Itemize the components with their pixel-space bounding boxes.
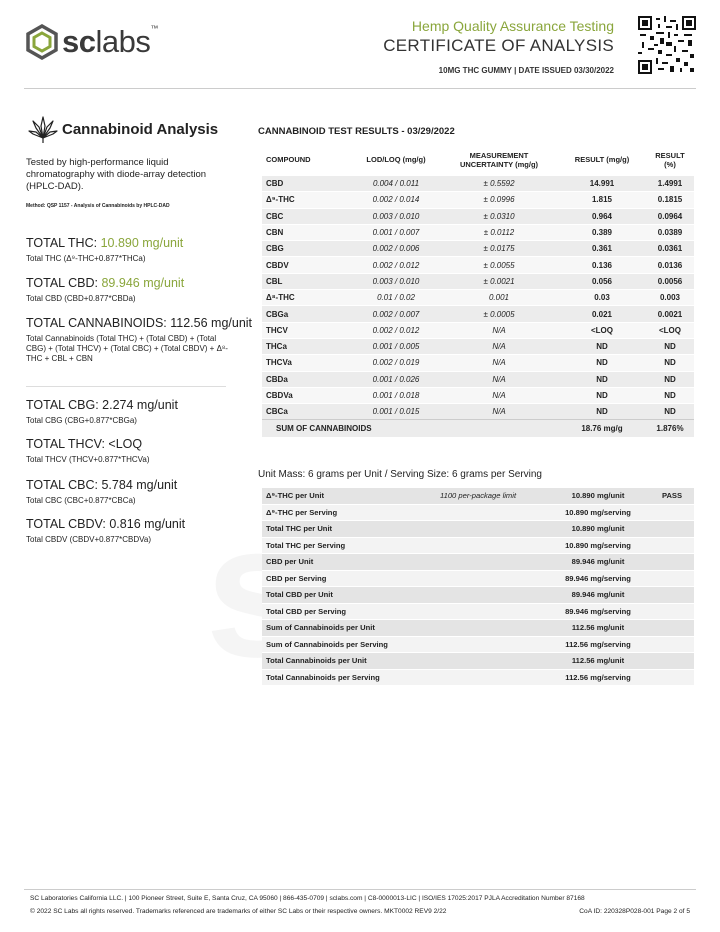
- cell-result-pct: 0.003: [646, 290, 694, 306]
- table-row: [262, 224, 694, 240]
- cell-compound: THCV: [262, 322, 352, 338]
- col-lod-loq: LOD/LOQ (mg/g): [366, 155, 426, 164]
- cell-value: 112.56 mg/unit: [546, 653, 650, 670]
- total-cbg-formula: Total CBG (CBG+0.877*CBGa): [26, 416, 137, 425]
- cell-uncertainty: ± 0.5592: [440, 176, 558, 192]
- cell-lod-loq: 0.002 / 0.012: [352, 322, 440, 338]
- footer-copyright: © 2022 SC Labs all rights reserved. Trademarks referenced are trademarks of either SC Labs or their respective owners. MKT0002 REV9 2/22: [30, 908, 447, 915]
- col-uncertainty: MEASUREMENT UNCERTAINTY (mg/g): [459, 150, 539, 169]
- per-unit-row: [262, 554, 694, 571]
- footer-divider: [24, 889, 696, 890]
- cell-result-mg: ND: [558, 355, 646, 371]
- cell-limit: [410, 570, 546, 587]
- cell-compound: CBDa: [262, 371, 352, 387]
- total-thcv-formula: Total THCV (THCV+0.877*THCVa): [26, 455, 150, 464]
- per-unit-row: [262, 537, 694, 554]
- cell-result-mg: 0.361: [558, 241, 646, 257]
- header-product-line: 10MG THC GUMMY | DATE ISSUED 03/30/2022: [438, 66, 614, 75]
- cell-result-mg: <LOQ: [558, 322, 646, 338]
- cell-uncertainty: N/A: [440, 371, 558, 387]
- per-unit-row: [262, 620, 694, 637]
- cell-result-mg: 14.991: [558, 176, 646, 192]
- cell-result-pct: 0.0389: [646, 224, 694, 240]
- cell-compound: CBDV: [262, 257, 352, 273]
- cell-compound: CBDVa: [262, 387, 352, 403]
- cell-result: PASS: [650, 488, 694, 505]
- table-row: [262, 208, 694, 224]
- cannabinoid-results-table: [262, 144, 694, 437]
- cell-value: 10.890 mg/serving: [546, 537, 650, 554]
- cell-limit: [410, 669, 546, 685]
- cell-uncertainty: 0.001: [440, 290, 558, 306]
- cell-label: CBD per Unit: [262, 554, 410, 571]
- results-title: CANNABINOID TEST RESULTS - 03/29/2022: [258, 126, 455, 137]
- cell-result-pct: ND: [646, 338, 694, 354]
- unit-mass-note: Unit Mass: 6 grams per Unit / Serving Size: 6 grams per Serving: [258, 469, 542, 480]
- total-cbg: TOTAL CBG: 2.274 mg/unit: [26, 398, 178, 412]
- cell-label: Total THC per Unit: [262, 521, 410, 538]
- cell-result-pct: 0.1815: [646, 192, 694, 208]
- cell-result-mg: 0.056: [558, 273, 646, 289]
- cell-result-mg: 0.964: [558, 208, 646, 224]
- cell-uncertainty: N/A: [440, 355, 558, 371]
- cell-value: 112.56 mg/serving: [546, 669, 650, 685]
- header-titles: [383, 18, 614, 75]
- cell-result: [650, 554, 694, 571]
- header-subtitle: Hemp Quality Assurance Testing: [411, 18, 614, 34]
- table-row: [262, 355, 694, 371]
- table-row: [262, 241, 694, 257]
- cell-label: Δ⁹-THC per Serving: [262, 504, 410, 521]
- header-title: CERTIFICATE OF ANALYSIS: [383, 36, 614, 55]
- cell-result-pct: 0.0056: [646, 273, 694, 289]
- table-row: [262, 192, 694, 208]
- total-cbd: TOTAL CBD: 89.946 mg/unit: [26, 276, 185, 290]
- cell-lod-loq: 0.001 / 0.018: [352, 387, 440, 403]
- footer-coa-id: CoA ID: 220328P028-001 Page 2 of 5: [579, 908, 690, 915]
- cell-compound: CBL: [262, 273, 352, 289]
- cell-label: Total CBD per Unit: [262, 587, 410, 604]
- cell-uncertainty: N/A: [440, 338, 558, 354]
- cell-value: 89.946 mg/serving: [546, 570, 650, 587]
- cell-result: [650, 521, 694, 538]
- cell-result-pct: 0.0136: [646, 257, 694, 273]
- cell-label: Total Cannabinoids per Serving: [262, 669, 410, 685]
- sum-pct: 1.876%: [646, 420, 694, 438]
- cell-result-mg: 0.021: [558, 306, 646, 322]
- method-reference: Method: QSP 1157 - Analysis of Cannabinoids by HPLC-DAD: [26, 203, 170, 209]
- cell-result: [650, 636, 694, 653]
- total-thc: TOTAL THC: 10.890 mg/unit: [26, 236, 184, 250]
- cell-uncertainty: ± 0.0021: [440, 273, 558, 289]
- cell-result: [650, 570, 694, 587]
- per-unit-row: [262, 521, 694, 538]
- cell-lod-loq: 0.001 / 0.007: [352, 224, 440, 240]
- col-result-pct: RESULT (%): [655, 150, 685, 169]
- cell-result-pct: ND: [646, 404, 694, 420]
- cell-lod-loq: 0.003 / 0.010: [352, 273, 440, 289]
- cell-result-mg: 0.136: [558, 257, 646, 273]
- cell-lod-loq: 0.002 / 0.019: [352, 355, 440, 371]
- per-unit-row: [262, 504, 694, 521]
- brand-light: labs: [95, 24, 151, 59]
- brand-logo-text: [62, 24, 158, 60]
- cell-result-mg: ND: [558, 404, 646, 420]
- footer-address: SC Laboratories California LLC. | 100 Pioneer Street, Suite E, Santa Cruz, CA 95060 | 866-435-0709 | sclabs.com | C8-0000013-LIC | ISO/IES 17025:2017 PJLA Accreditation Number 87168: [30, 895, 585, 902]
- cell-value: 112.56 mg/serving: [546, 636, 650, 653]
- per-unit-row: [262, 653, 694, 670]
- cell-label: Sum of Cannabinoids per Serving: [262, 636, 410, 653]
- cell-lod-loq: 0.002 / 0.012: [352, 257, 440, 273]
- total-cannabinoids: TOTAL CANNABINOIDS: 112.56 mg/unit: [26, 316, 253, 330]
- brand-tm: ™: [150, 24, 158, 33]
- cell-compound: CBD: [262, 176, 352, 192]
- cell-compound: CBG: [262, 241, 352, 257]
- cell-compound: CBGa: [262, 306, 352, 322]
- cell-result-mg: 0.389: [558, 224, 646, 240]
- cell-lod-loq: 0.01 / 0.02: [352, 290, 440, 306]
- cell-result-pct: ND: [646, 355, 694, 371]
- cell-lod-loq: 0.004 / 0.011: [352, 176, 440, 192]
- results-body: [262, 176, 694, 438]
- cell-result-mg: ND: [558, 387, 646, 403]
- per-unit-row: [262, 570, 694, 587]
- cell-label: Total Cannabinoids per Unit: [262, 653, 410, 670]
- cell-lod-loq: 0.001 / 0.005: [352, 338, 440, 354]
- cell-lod-loq: 0.002 / 0.007: [352, 306, 440, 322]
- cell-compound: THCVa: [262, 355, 352, 371]
- cell-result-pct: 0.0361: [646, 241, 694, 257]
- cell-uncertainty: ± 0.0112: [440, 224, 558, 240]
- per-unit-row: [262, 603, 694, 620]
- cell-label: Total CBD per Serving: [262, 603, 410, 620]
- table-row: [262, 322, 694, 338]
- total-cbd-formula: Total CBD (CBD+0.877*CBDa): [26, 294, 136, 303]
- per-unit-row: [262, 488, 694, 505]
- cell-result-mg: 1.815: [558, 192, 646, 208]
- table-row: [262, 387, 694, 403]
- cell-label: Sum of Cannabinoids per Unit: [262, 620, 410, 637]
- cell-result-pct: ND: [646, 387, 694, 403]
- cell-uncertainty: ± 0.0055: [440, 257, 558, 273]
- total-cbdv-formula: Total CBDV (CBDV+0.877*CBDVa): [26, 535, 152, 544]
- total-cbc-value: 5.784 mg/unit: [101, 478, 178, 492]
- cell-result-pct: <LOQ: [646, 322, 694, 338]
- method-description: Tested by high-performance liquid chromatography with diode-array detection (HPLC-DAD).: [26, 157, 207, 192]
- total-cannabinoids-value: 112.56 mg/unit: [170, 316, 253, 330]
- total-cbc-formula: Total CBC (CBC+0.877*CBCa): [26, 496, 136, 505]
- cell-lod-loq: 0.003 / 0.010: [352, 208, 440, 224]
- table-row: [262, 273, 694, 289]
- cell-label: Δ⁹-THC per Unit: [262, 488, 410, 505]
- per-unit-row: [262, 587, 694, 604]
- cell-limit: [410, 537, 546, 554]
- cell-value: 89.946 mg/unit: [546, 587, 650, 604]
- table-row: [262, 306, 694, 322]
- header-divider: [24, 88, 696, 89]
- cell-compound: Δ⁹-THC: [262, 192, 352, 208]
- cell-result-pct: 0.0964: [646, 208, 694, 224]
- table-row: [262, 176, 694, 192]
- brand-bold: sc: [62, 24, 96, 59]
- cell-limit: [410, 603, 546, 620]
- cell-result-mg: 0.03: [558, 290, 646, 306]
- table-row: [262, 257, 694, 273]
- cell-label: CBD per Serving: [262, 570, 410, 587]
- cell-uncertainty: ± 0.0175: [440, 241, 558, 257]
- cell-limit: [410, 521, 546, 538]
- table-row: [262, 371, 694, 387]
- cell-lod-loq: 0.001 / 0.026: [352, 371, 440, 387]
- cell-limit: [410, 636, 546, 653]
- total-thcv-value: <LOQ: [108, 437, 143, 451]
- cell-result: [650, 504, 694, 521]
- sc-labs-logo-icon: [24, 24, 60, 60]
- cell-result-pct: ND: [646, 371, 694, 387]
- cell-label: Total THC per Serving: [262, 537, 410, 554]
- cell-compound: CBC: [262, 208, 352, 224]
- total-cbd-value: 89.946 mg/unit: [101, 276, 185, 290]
- cell-limit: [410, 653, 546, 670]
- cell-limit: [410, 554, 546, 571]
- cell-lod-loq: 0.001 / 0.015: [352, 404, 440, 420]
- per-unit-body: [262, 488, 694, 686]
- total-cbg-value: 2.274 mg/unit: [102, 398, 178, 412]
- cell-value: 10.890 mg/unit: [546, 521, 650, 538]
- qr-code-icon[interactable]: [638, 16, 696, 74]
- cell-uncertainty: ± 0.0310: [440, 208, 558, 224]
- cell-uncertainty: ± 0.0996: [440, 192, 558, 208]
- cell-uncertainty: N/A: [440, 322, 558, 338]
- per-unit-row: [262, 636, 694, 653]
- per-unit-row: [262, 669, 694, 685]
- cell-compound: CBN: [262, 224, 352, 240]
- col-result-mg: RESULT (mg/g): [574, 155, 630, 164]
- table-row: [262, 338, 694, 354]
- col-compound: COMPOUND: [266, 155, 311, 164]
- cell-result: [650, 587, 694, 604]
- cell-result: [650, 620, 694, 637]
- cannabis-leaf-icon: [28, 116, 58, 144]
- total-cannabinoids-formula: Total Cannabinoids (Total THC) + (Total CBD) + (Total CBG) + (Total THCV) + (Total CBC) + (Total CBDV) + Δ⁸-THC + CBL + CBN: [26, 334, 228, 363]
- table-row: [262, 290, 694, 306]
- total-cbdv-value: 0.816 mg/unit: [109, 517, 186, 531]
- cell-uncertainty: N/A: [440, 387, 558, 403]
- results-header-row: [262, 144, 694, 176]
- cell-limit: [410, 620, 546, 637]
- cell-lod-loq: 0.002 / 0.014: [352, 192, 440, 208]
- left-divider: [26, 386, 226, 387]
- cell-limit: [410, 504, 546, 521]
- sum-row: [262, 420, 694, 438]
- cell-uncertainty: ± 0.0005: [440, 306, 558, 322]
- cell-value: 112.56 mg/unit: [546, 620, 650, 637]
- cell-result: [650, 603, 694, 620]
- section-title: Cannabinoid Analysis: [62, 121, 219, 138]
- cell-compound: CBCa: [262, 404, 352, 420]
- cell-result: [650, 537, 694, 554]
- cell-value: 10.890 mg/serving: [546, 504, 650, 521]
- total-cbdv: TOTAL CBDV: 0.816 mg/unit: [26, 517, 186, 531]
- cell-compound: THCa: [262, 338, 352, 354]
- cell-result-pct: 1.4991: [646, 176, 694, 192]
- total-thcv: TOTAL THCV: <LOQ: [26, 437, 143, 451]
- sum-label: SUM OF CANNABINOIDS: [262, 420, 558, 438]
- total-thc-value: 10.890 mg/unit: [100, 236, 184, 250]
- table-row: [262, 404, 694, 420]
- cell-value: 89.946 mg/unit: [546, 554, 650, 571]
- cell-limit: [410, 587, 546, 604]
- cell-result-pct: 0.0021: [646, 306, 694, 322]
- cell-lod-loq: 0.002 / 0.006: [352, 241, 440, 257]
- total-thc-formula: Total THC (Δ⁹-THC+0.877*THCa): [26, 254, 146, 263]
- cell-value: 10.890 mg/unit: [546, 488, 650, 505]
- cell-limit: 1100 per-package limit: [410, 488, 546, 505]
- cell-uncertainty: N/A: [440, 404, 558, 420]
- cell-result-mg: ND: [558, 371, 646, 387]
- sum-mg: 18.76 mg/g: [558, 420, 646, 438]
- total-cbc: TOTAL CBC: 5.784 mg/unit: [26, 478, 178, 492]
- per-unit-table: [262, 487, 694, 685]
- cell-result-mg: ND: [558, 338, 646, 354]
- cell-value: 89.946 mg/serving: [546, 603, 650, 620]
- cell-compound: Δ⁸-THC: [262, 290, 352, 306]
- cell-result: [650, 653, 694, 670]
- cell-result: [650, 669, 694, 685]
